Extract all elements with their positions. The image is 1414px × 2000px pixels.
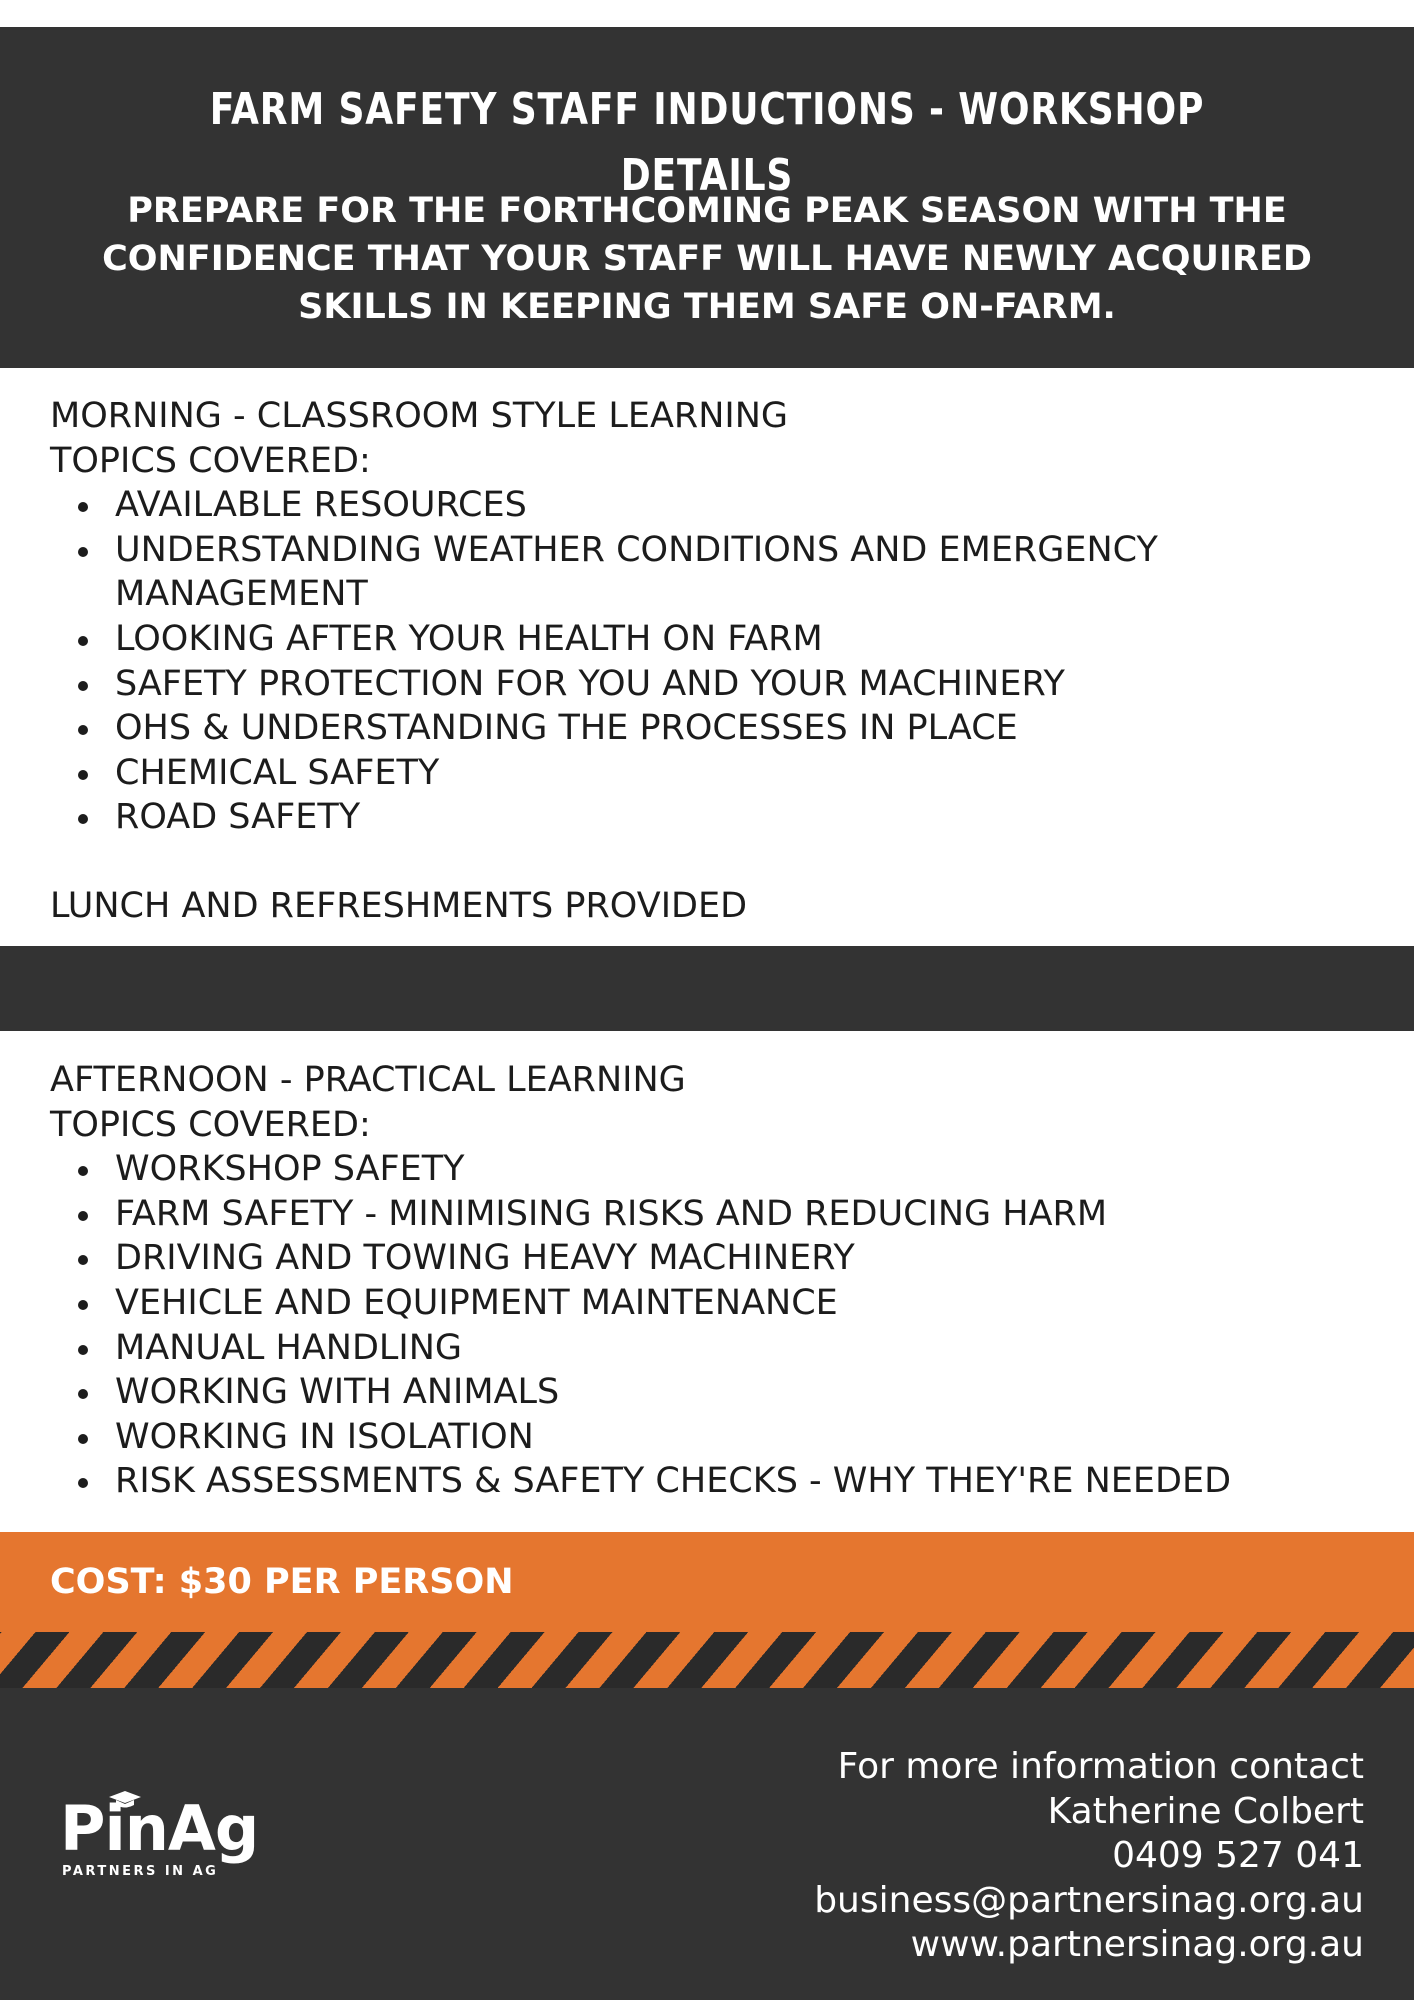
bullet-icon	[78, 1255, 88, 1265]
list-item	[50, 1281, 1380, 1326]
list-item	[50, 706, 1380, 751]
list-item	[50, 1147, 1380, 1192]
hazard-stripes	[0, 1632, 1414, 1688]
logo-wordmark: PinAg	[60, 1792, 259, 1865]
bullet-icon	[78, 502, 88, 512]
tagline-line: PREPARE FOR THE FORTHCOMING PEAK SEASON WITH THE	[127, 191, 1287, 231]
list-item-text: OHS & UNDERSTANDING THE PROCESSES IN PLACE	[115, 708, 1018, 749]
list-item	[50, 662, 1380, 707]
bullet-icon	[78, 1166, 88, 1176]
list-item-text: LOOKING AFTER YOUR HEALTH ON FARM	[115, 618, 823, 659]
page-title: FARM SAFETY STAFF INDUCTIONS - WORKSHOP DETAILS	[209, 84, 1205, 201]
bullet-icon	[78, 1389, 88, 1399]
list-item-text: DRIVING AND TOWING HEAVY MACHINERY	[115, 1238, 855, 1279]
contact-block	[814, 1745, 1364, 1968]
contact-intro: For more information contact	[837, 1746, 1364, 1787]
list-item	[50, 1326, 1380, 1371]
list-item	[50, 795, 1380, 840]
morning-topics-label: TOPICS COVERED:	[50, 440, 371, 481]
contact-website-link[interactable]: www.partnersinag.org.au	[910, 1924, 1364, 1966]
tagline-line: CONFIDENCE THAT YOUR STAFF WILL HAVE NEWLY ACQUIRED	[102, 239, 1312, 279]
list-item	[50, 1370, 1380, 1415]
bullet-icon	[78, 770, 88, 780]
list-item	[50, 617, 1380, 662]
contact-email-link[interactable]: business@partnersinag.org.au	[814, 1879, 1364, 1921]
list-item-text: MANUAL HANDLING	[115, 1327, 463, 1368]
afternoon-topics-list	[50, 1147, 1380, 1504]
cost-label: COST: $30 PER PERSON	[50, 1562, 514, 1602]
lunch-note: LUNCH AND REFRESHMENTS PROVIDED	[50, 886, 748, 926]
bullet-icon	[78, 725, 88, 735]
header-band	[0, 27, 1414, 368]
contact-phone[interactable]: 0409 527 041	[1112, 1835, 1364, 1877]
list-item-text: CHEMICAL SAFETY	[115, 752, 440, 793]
list-item	[50, 483, 1380, 528]
contact-name: Katherine Colbert	[1047, 1790, 1364, 1832]
list-item-text: WORKSHOP SAFETY	[115, 1149, 465, 1190]
bullet-icon	[78, 814, 88, 824]
bullet-icon	[78, 681, 88, 691]
pinag-logo	[60, 1792, 280, 1886]
morning-section	[50, 394, 1380, 840]
bullet-icon	[78, 1478, 88, 1488]
list-item-text: SAFETY PROTECTION FOR YOU AND YOUR MACHINERY	[115, 663, 1065, 704]
list-item-text: WORKING WITH ANIMALS	[115, 1372, 560, 1413]
tagline	[60, 187, 1354, 331]
morning-topics-list	[50, 483, 1380, 840]
tagline-line: SKILLS IN KEEPING THEM SAFE ON-FARM.	[298, 287, 1116, 327]
list-item-text: WORKING IN ISOLATION	[115, 1416, 534, 1457]
list-item	[50, 1192, 1380, 1237]
bullet-icon	[78, 1434, 88, 1444]
list-item-text: VEHICLE AND EQUIPMENT MAINTENANCE	[115, 1282, 838, 1323]
morning-heading: MORNING - CLASSROOM STYLE LEARNING	[50, 396, 789, 436]
afternoon-topics-label: TOPICS COVERED:	[50, 1104, 371, 1145]
bullet-icon	[78, 1300, 88, 1310]
logo-subtitle: PARTNERS IN AG	[62, 1864, 219, 1879]
list-item	[50, 751, 1380, 796]
list-item-text: ROAD SAFETY	[115, 797, 361, 838]
list-item-text: AVAILABLE RESOURCES	[115, 485, 527, 526]
list-item-text: FARM SAFETY - MINIMISING RISKS AND REDUCING HARM	[115, 1193, 1108, 1234]
bullet-icon	[78, 547, 88, 557]
list-item	[50, 1236, 1380, 1281]
list-item	[50, 1459, 1380, 1504]
list-item	[50, 1415, 1380, 1460]
divider-band	[0, 946, 1414, 1031]
list-item	[50, 528, 1380, 617]
cost-band	[0, 1532, 1414, 1632]
bullet-icon	[78, 1211, 88, 1221]
afternoon-section	[50, 1058, 1380, 1504]
list-item-text: UNDERSTANDING WEATHER CONDITIONS AND EMERGENCY MANAGEMENT	[115, 529, 1158, 615]
list-item-text: RISK ASSESSMENTS & SAFETY CHECKS - WHY THEY'RE NEEDED	[115, 1461, 1232, 1502]
bullet-icon	[78, 636, 88, 646]
afternoon-heading: AFTERNOON - PRACTICAL LEARNING	[50, 1060, 686, 1100]
bullet-icon	[78, 1345, 88, 1355]
